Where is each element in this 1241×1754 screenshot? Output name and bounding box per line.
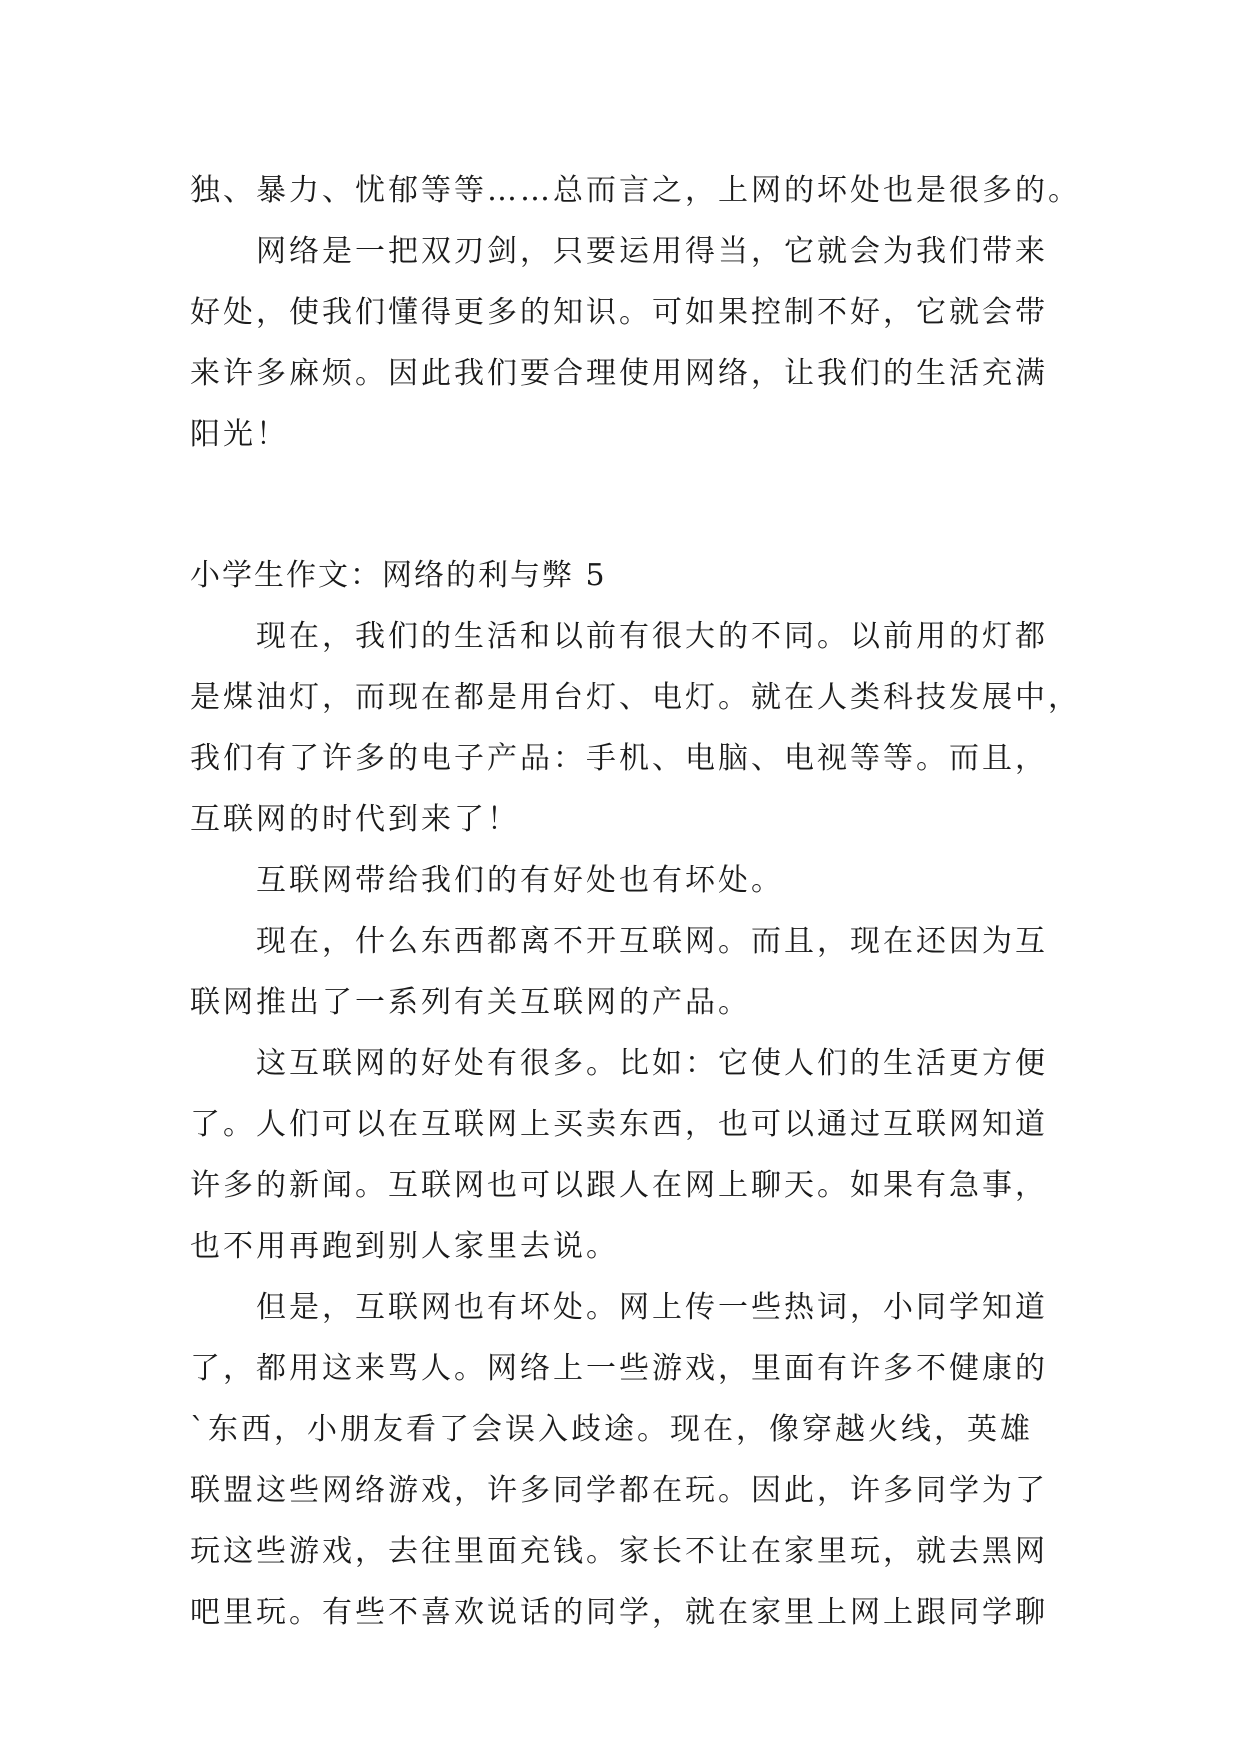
text-line: 但是，互联网也有坏处。网上传一些热词，小同学知道 bbox=[256, 1290, 1048, 1325]
text-line: 我们有了许多的电子产品：手机、电脑、电视等等。而且， bbox=[190, 741, 1048, 776]
text-line: 网络是一把双刃剑，只要运用得当，它就会为我们带来 bbox=[256, 234, 1048, 269]
text-line: 现在，什么东西都离不开互联网。而且，现在还因为互 bbox=[256, 924, 1048, 959]
text-line: 是煤油灯，而现在都是用台灯、电灯。就在人类科技发展中， bbox=[190, 680, 1081, 715]
text-line: 好处，使我们懂得更多的知识。可如果控制不好，它就会带 bbox=[190, 295, 1048, 330]
text-line: 玩这些游戏，去往里面充钱。家长不让在家里玩，就去黑网 bbox=[190, 1534, 1048, 1569]
essay-title: 小学生作文：网络的利与弊 5 bbox=[190, 558, 607, 593]
text-line: 许多的新闻。互联网也可以跟人在网上聊天。如果有急事， bbox=[190, 1168, 1048, 1203]
text-line: 也不用再跑到别人家里去说。 bbox=[190, 1229, 619, 1264]
text-line: 吧里玩。有些不喜欢说话的同学，就在家里上网上跟同学聊 bbox=[190, 1595, 1048, 1630]
text-line: 了。人们可以在互联网上买卖东西，也可以通过互联网知道 bbox=[190, 1107, 1048, 1142]
text-line: 了，都用这来骂人。网络上一些游戏，里面有许多不健康的 bbox=[190, 1351, 1048, 1386]
text-line: `东西，小朋友看了会误入歧途。现在，像穿越火线，英雄 bbox=[190, 1412, 1033, 1447]
text-line: 联网推出了一系列有关互联网的产品。 bbox=[190, 985, 751, 1020]
essay-section-1 bbox=[190, 160, 1081, 465]
document-page bbox=[190, 160, 1081, 1643]
text-line: 现在，我们的生活和以前有很大的不同。以前用的灯都 bbox=[256, 619, 1048, 654]
text-line: 联盟这些网络游戏，许多同学都在玩。因此，许多同学为了 bbox=[190, 1473, 1048, 1508]
text-line: 这互联网的好处有很多。比如：它使人们的生活更方便 bbox=[256, 1046, 1048, 1081]
essay-section-2 bbox=[190, 545, 1081, 1643]
text-line: 互联网带给我们的有好处也有坏处。 bbox=[256, 863, 784, 898]
text-line: 互联网的时代到来了！ bbox=[190, 802, 520, 837]
text-line: 来许多麻烦。因此我们要合理使用网络，让我们的生活充满 bbox=[190, 356, 1048, 391]
section-divider bbox=[190, 465, 1070, 545]
text-line: 独、暴力、忧郁等等……总而言之，上网的坏处也是很多的。 bbox=[190, 173, 1081, 208]
text-line: 阳光！ bbox=[190, 417, 289, 452]
